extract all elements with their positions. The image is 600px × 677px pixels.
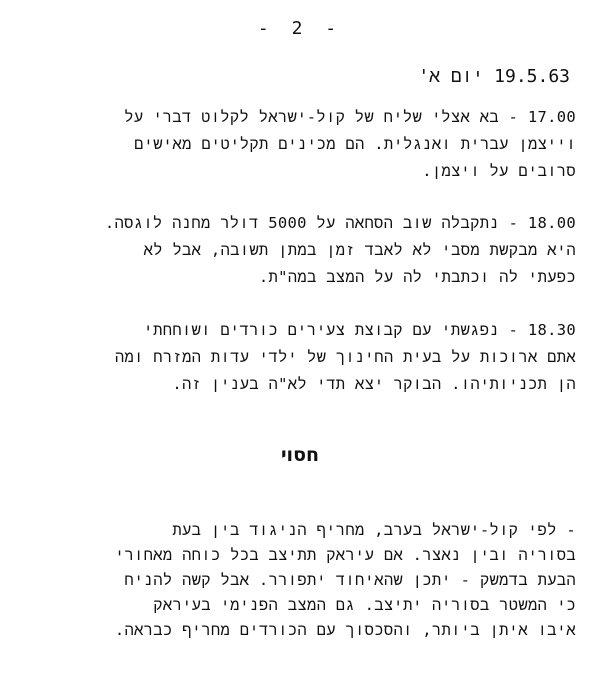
diary-entry	[16, 210, 576, 291]
entry-line: 17.00 - בא אצלי שליח של קול-ישראל לקלוט דברי על	[124, 108, 576, 126]
entry-line: אתם ארוכות על בעית החינוך של ילדי עדות המזרח ומה	[114, 348, 576, 366]
entry-line: היא מבקשת מסבי לא לאבד זמן במתן תשובה, אבל לא	[143, 241, 576, 259]
entry-line: כפעתי לה וכתבתי לה על המצב במה"ת.	[258, 268, 576, 286]
entry-line: 18.30 - נפגשתי עם קבוצת צעירים כורדים ושוחחתי	[143, 321, 576, 339]
note-line: איבו איתן ביותר, והסכסוך עם הכורדים מחריף כבראה.	[114, 621, 576, 639]
entry-line: הן תכניותיהו. הבוקר יצא תדי לא"ה בענין זה.	[172, 375, 576, 393]
section-heading: חסוי	[280, 444, 320, 466]
date-line: 19.5.63 יום א'	[418, 66, 570, 87]
diary-entry	[16, 317, 576, 398]
entry-line: וייצמן עברית ואנגלית. הם מכינים תקליטים מאישים	[134, 135, 576, 153]
note-line: הבעת בדמשק - יתכן שהאיחוד יתפורר. אבל קשה להניח	[124, 571, 576, 589]
entry-line: 18.00 - נתקבלה שוב הסחאה על 5000 דולר מחנה לוגסה.	[104, 214, 576, 232]
note-line: - לפי קול-ישראל בערב, מחריף הניגוד בין בעת	[172, 521, 576, 539]
diary-entry	[16, 104, 576, 185]
page-number: - 2 -	[257, 18, 343, 39]
confidential-note	[16, 518, 576, 643]
note-line: כי המשטר בסוריה יתיצב. גם המצב הפנימי בעיראק	[153, 596, 576, 614]
entry-line: סרובים על ויצמן.	[422, 162, 576, 180]
note-line: בסוריה ובין נאצר. אם עיראק תתיצב בכל כוחה מאחורי	[114, 546, 576, 564]
